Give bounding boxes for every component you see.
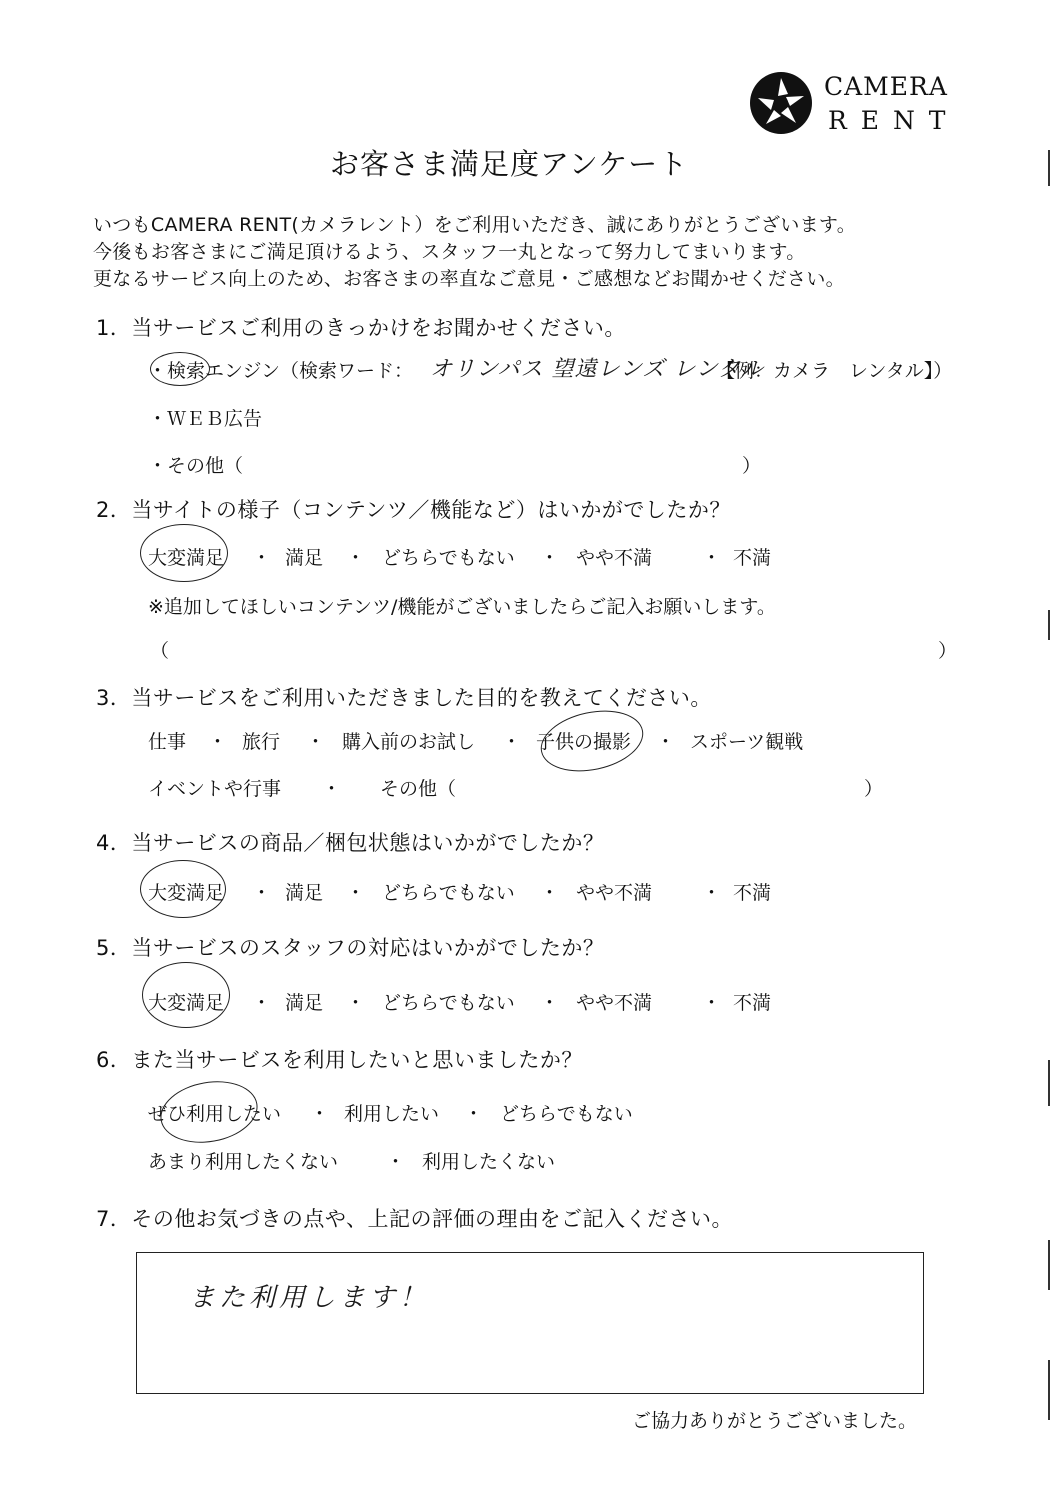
q3-separator: ・ xyxy=(306,731,326,753)
q2-separator: ・ xyxy=(540,547,560,569)
q4-opt-somewhat-dissatisfied[interactable]: やや不満 xyxy=(576,882,653,904)
q1-option-web-ad[interactable]: ・ＷＥＢ広告 xyxy=(148,408,263,430)
q4-separator: ・ xyxy=(540,882,560,904)
q3-opt-photographing-children[interactable]: 子供の撮影 xyxy=(536,731,632,753)
q1-option-other[interactable]: ・その他（ xyxy=(148,455,244,477)
q1-option-search-engine[interactable]: ・検索エンジン（検索ワード： xyxy=(148,360,414,382)
q2-opt-satisfied[interactable]: 満足 xyxy=(285,547,324,569)
selection-circle xyxy=(150,352,210,386)
q5-separator: ・ xyxy=(252,992,272,1014)
q3-opt-trial-before-purchase[interactable]: 購入前のお試し xyxy=(342,731,476,753)
question-2-label: 2．当サイトの様子（コンテンツ／機能など）はいかがでしたか？ xyxy=(96,498,731,522)
q6-opt-definitely[interactable]: ぜひ利用したい xyxy=(148,1103,282,1125)
page-title: お客さま満足度アンケート xyxy=(330,147,689,181)
q6-opt-would-use[interactable]: 利用したい xyxy=(344,1103,440,1125)
q2-note: ※追加してほしいコンテンツ/機能がございましたらご記入お願いします。 xyxy=(148,596,776,618)
intro-line-1: いつもCAMERA RENT(カメラレント）をご利用いただき、誠にありがとうございます。 xyxy=(93,214,857,236)
q4-opt-dissatisfied[interactable]: 不満 xyxy=(733,882,772,904)
comment-handwritten: また利用します！ xyxy=(189,1283,430,1313)
question-3-label: 3．当サービスをご利用いただきました目的を教えてください。 xyxy=(96,686,712,710)
logo xyxy=(748,70,948,140)
comment-box[interactable] xyxy=(136,1252,924,1394)
selection-circle xyxy=(535,702,649,780)
q3-opt-other[interactable]: その他（ xyxy=(380,778,457,800)
q2-open-paren: （ xyxy=(150,640,170,662)
q2-separator: ・ xyxy=(252,547,272,569)
footer-thanks: ご協力ありがとうございました。 xyxy=(632,1410,918,1432)
q6-opt-not-really[interactable]: あまり利用したくない xyxy=(148,1151,339,1173)
intro-line-3: 更なるサービス向上のため、お客さまの率直なご意見・ご感想などお聞かせください。 xyxy=(93,268,845,290)
q3-other-close-paren: ） xyxy=(864,778,884,800)
question-4-label: 4．当サービスの商品／梱包状態はいかがでしたか？ xyxy=(96,831,605,855)
q6-opt-neutral[interactable]: どちらでもない xyxy=(500,1103,633,1125)
q4-opt-very-satisfied[interactable]: 大変満足 xyxy=(148,882,225,904)
q5-separator: ・ xyxy=(540,992,560,1014)
q1-other-close-paren: ） xyxy=(742,455,762,477)
question-7-label: 7．その他お気づきの点や、上記の評価の理由をご記入ください。 xyxy=(96,1207,733,1231)
scan-edge-mark xyxy=(1048,1240,1050,1290)
q4-opt-neutral[interactable]: どちらでもない xyxy=(382,882,515,904)
question-6-label: 6．また当サービスを利用したいと思いましたか？ xyxy=(96,1048,583,1072)
scan-edge-mark xyxy=(1048,150,1050,186)
q2-separator: ・ xyxy=(702,547,722,569)
q4-separator: ・ xyxy=(252,882,272,904)
q1-search-example: 【例：カメラ レンタル】） xyxy=(716,360,953,382)
q6-separator: ・ xyxy=(464,1103,484,1125)
q5-opt-very-satisfied[interactable]: 大変満足 xyxy=(148,992,225,1014)
selection-circle xyxy=(142,962,230,1028)
q3-opt-watching-sports[interactable]: スポーツ観戦 xyxy=(690,731,804,753)
q5-opt-satisfied[interactable]: 満足 xyxy=(285,992,324,1014)
q1-search-word-handwritten[interactable]: オリンパス 望遠レンズ レンタル xyxy=(430,357,764,382)
q4-separator: ・ xyxy=(702,882,722,904)
q3-opt-travel[interactable]: 旅行 xyxy=(242,731,281,753)
q6-separator: ・ xyxy=(310,1103,330,1125)
q2-opt-dissatisfied[interactable]: 不満 xyxy=(733,547,772,569)
question-1-label: 1．当サービスご利用のきっかけをお聞かせください。 xyxy=(96,316,626,340)
camera-aperture-icon xyxy=(748,70,814,136)
selection-circle xyxy=(140,524,228,582)
q6-separator: ・ xyxy=(386,1151,406,1173)
selection-circle xyxy=(140,860,226,918)
q3-separator: ・ xyxy=(322,778,342,800)
question-5-label: 5．当サービスのスタッフの対応はいかがでしたか？ xyxy=(96,936,605,960)
q4-opt-satisfied[interactable]: 満足 xyxy=(285,882,324,904)
q4-separator: ・ xyxy=(346,882,366,904)
logo-text-camera: CAMERA xyxy=(824,72,948,101)
scan-edge-mark xyxy=(1048,1060,1050,1106)
q5-separator: ・ xyxy=(346,992,366,1014)
q2-opt-neutral[interactable]: どちらでもない xyxy=(382,547,515,569)
q3-opt-work[interactable]: 仕事 xyxy=(148,731,187,753)
q5-separator: ・ xyxy=(702,992,722,1014)
q5-opt-somewhat-dissatisfied[interactable]: やや不満 xyxy=(576,992,653,1014)
q2-close-paren: ） xyxy=(938,640,958,662)
scan-edge-mark xyxy=(1048,610,1050,640)
q3-separator: ・ xyxy=(502,731,522,753)
intro-line-2: 今後もお客さまにご満足頂けるよう、スタッフ一丸となって努力してまいります。 xyxy=(93,241,806,263)
logo-text-rent: R E N T xyxy=(828,106,949,135)
q6-opt-would-not-use[interactable]: 利用したくない xyxy=(422,1151,556,1173)
q2-opt-somewhat-dissatisfied[interactable]: やや不満 xyxy=(576,547,653,569)
scan-edge-mark xyxy=(1048,1360,1050,1420)
q2-separator: ・ xyxy=(346,547,366,569)
q3-opt-events[interactable]: イベントや行事 xyxy=(148,778,282,800)
q2-opt-very-satisfied[interactable]: 大変満足 xyxy=(148,547,225,569)
q5-opt-dissatisfied[interactable]: 不満 xyxy=(733,992,772,1014)
selection-circle xyxy=(156,1074,263,1150)
q3-separator: ・ xyxy=(656,731,676,753)
q5-opt-neutral[interactable]: どちらでもない xyxy=(382,992,515,1014)
q3-separator: ・ xyxy=(208,731,228,753)
